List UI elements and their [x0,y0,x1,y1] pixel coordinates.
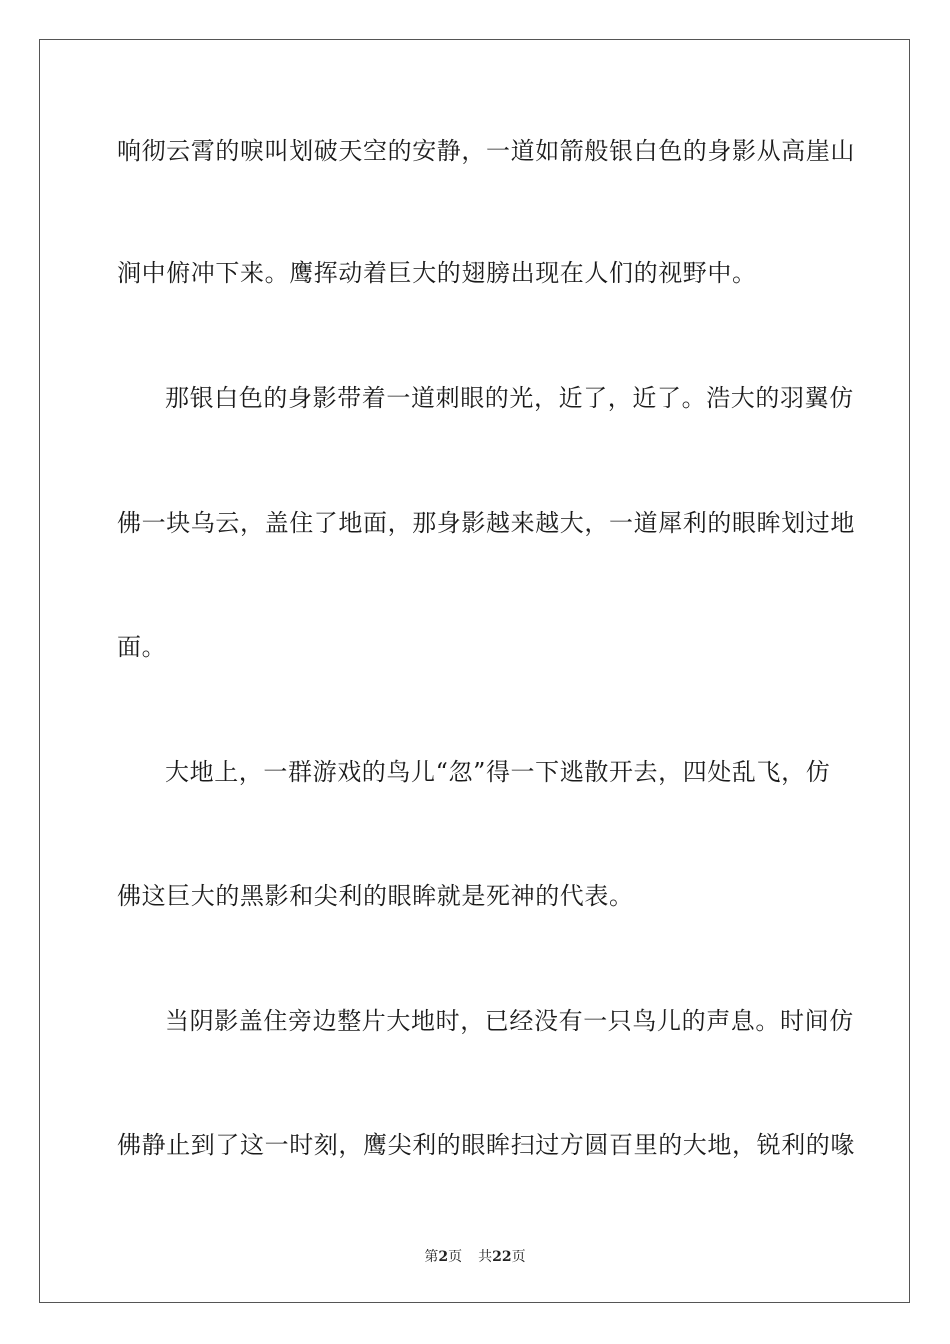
text-line-2: 涧中俯冲下来。鹰挥动着巨大的翅膀出现在人们的视野中。 [117,259,757,287]
text-line-1: 响彻云霄的唳叫划破天空的安静，一道如箭般银白色的身影从高崖山 [117,137,855,165]
total-label-suffix: 页 [511,1249,526,1265]
text-line-6: 大地上，一群游戏的鸟儿“忽”得一下逃散开去，四处乱飞，仿 [165,758,831,786]
text-line-4: 佛一块乌云，盖住了地面，那身影越来越大，一道犀利的眼眸划过地 [117,509,855,537]
text-line-8: 当阴影盖住旁边整片大地时，已经没有一只鸟儿的声息。时间仿 [165,1007,854,1035]
page-border [39,39,910,1303]
page-footer [0,1248,950,1266]
text-line-5: 面。 [117,633,167,661]
total-label-prefix: 共 [478,1249,493,1265]
text-line-9: 佛静止到了这一时刻，鹰尖利的眼眸扫过方圆百里的大地，锐利的喙 [117,1131,855,1159]
page-number: 2 [438,1249,449,1265]
page-label-prefix: 第 [424,1249,439,1265]
total-pages: 22 [492,1249,512,1265]
text-line-7: 佛这巨大的黑影和尖利的眼眸就是死神的代表。 [117,882,634,910]
text-line-3: 那银白色的身影带着一道刺眼的光，近了，近了。浩大的羽翼仿 [165,384,854,412]
page-label-suffix: 页 [448,1249,463,1265]
